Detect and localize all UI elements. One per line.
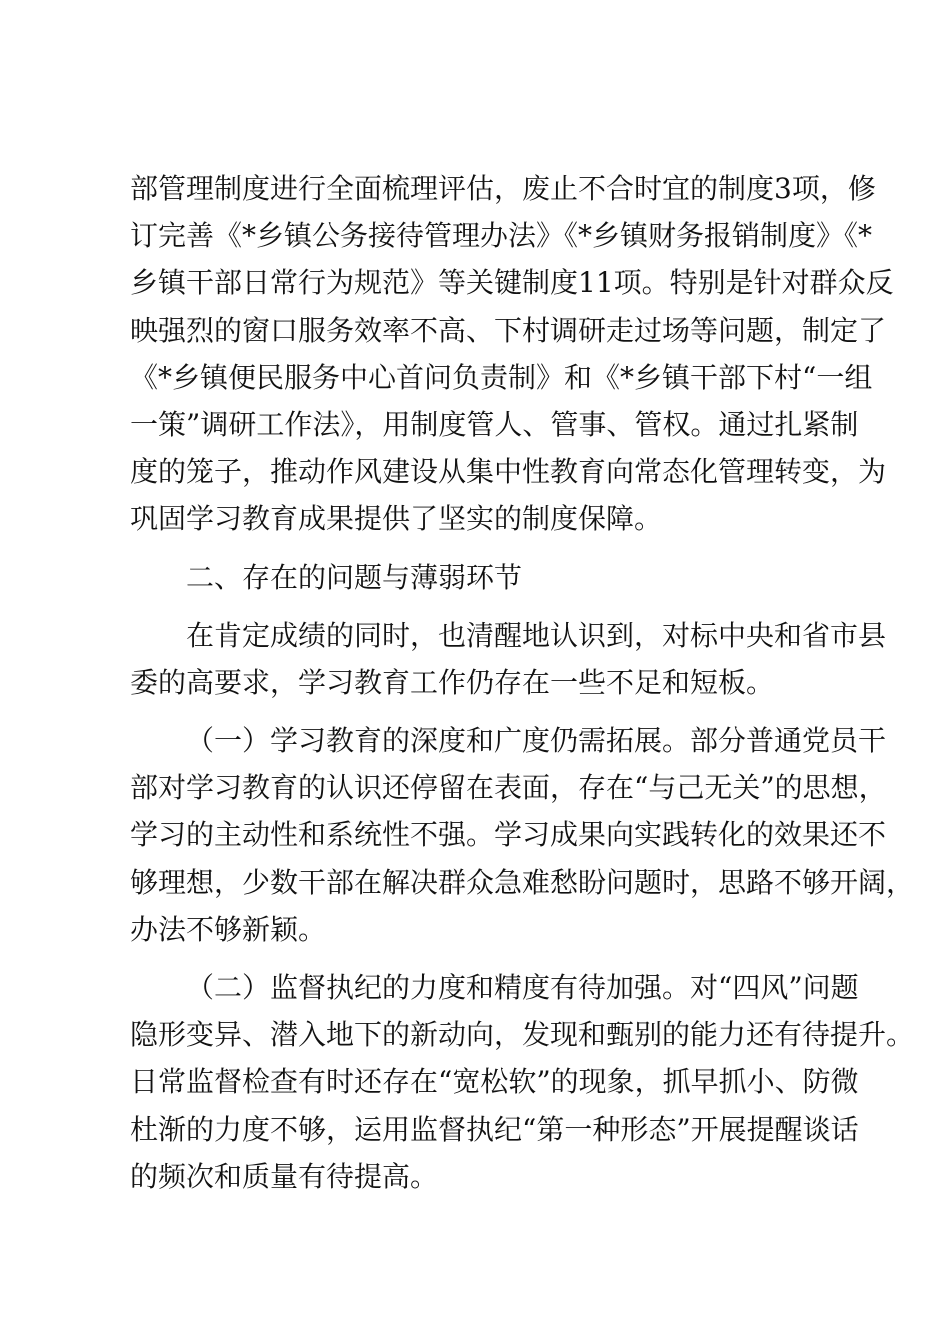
paragraph-gap [130,601,833,612]
paragraph-line: 乡镇干部日常行为规范》等关键制度11项。特别是针对群众反 [130,266,894,300]
paragraph-line: 日常监督检查有时还存在“宽松软”的现象，抓早抓小、防微 [130,1065,859,1099]
paragraph-line: 《*乡镇便民服务中心首问负责制》和《*乡镇干部下村“一组 [130,360,873,394]
paragraph-line: 学习的主动性和系统性不强。学习成果向实践转化的效果还不 [130,818,887,852]
paragraph-line: 办法不够新颖。 [130,912,327,946]
problem-item-2 [130,964,915,1200]
paragraph-line: 委的高要求，学习教育工作仍存在一些不足和短板。 [130,665,775,699]
section-heading: 二、存在的问题与薄弱环节 [186,560,523,594]
paragraph-system-construction [130,165,894,543]
intro-paragraph [130,612,887,706]
paragraph-line: 度的笼子，推动作风建设从集中性教育向常态化管理转变，为 [130,455,887,489]
paragraph-line: （二）监督执纪的力度和精度有待加强。对“四风”问题 [186,971,859,1004]
paragraph-line: 在肯定成绩的同时，也清醒地认识到，对标中央和省市县 [186,618,887,652]
paragraph-line: 隐形变异、潜入地下的新动向，发现和甄别的能力还有待提升。 [130,1018,915,1052]
document-body [130,165,915,1200]
paragraph-line: 订完善《*乡镇公务接待管理办法》《*乡镇财务报销制度》《* [130,219,873,253]
paragraph-gap [130,953,833,964]
paragraph-line: 巩固学习教育成果提供了坚实的制度保障。 [130,502,663,536]
paragraph-gap [130,543,833,554]
problem-item-1 [130,717,915,953]
paragraph-line: 够理想，少数干部在解决群众急难愁盼问题时，思路不够开阔， [130,865,915,899]
paragraph-line: （一）学习教育的深度和广度仍需拓展。部分普通党员干 [186,724,887,758]
paragraph-line: 部管理制度进行全面梳理评估，废止不合时宜的制度3项，修 [130,172,876,205]
paragraph-line: 部对学习教育的认识还停留在表面，存在“与己无关”的思想， [130,771,887,805]
paragraph-line: 杜渐的力度不够，运用监督执纪“第一种形态”开展提醒谈话 [130,1112,859,1146]
paragraph-line: 的频次和质量有待提高。 [130,1159,439,1193]
paragraph-line: 一策”调研工作法》，用制度管人、管事、管权。通过扎紧制 [130,407,859,441]
paragraph-line: 映强烈的窗口服务效率不高、下村调研走过场等问题，制定了 [130,313,887,347]
paragraph-gap [130,706,833,717]
